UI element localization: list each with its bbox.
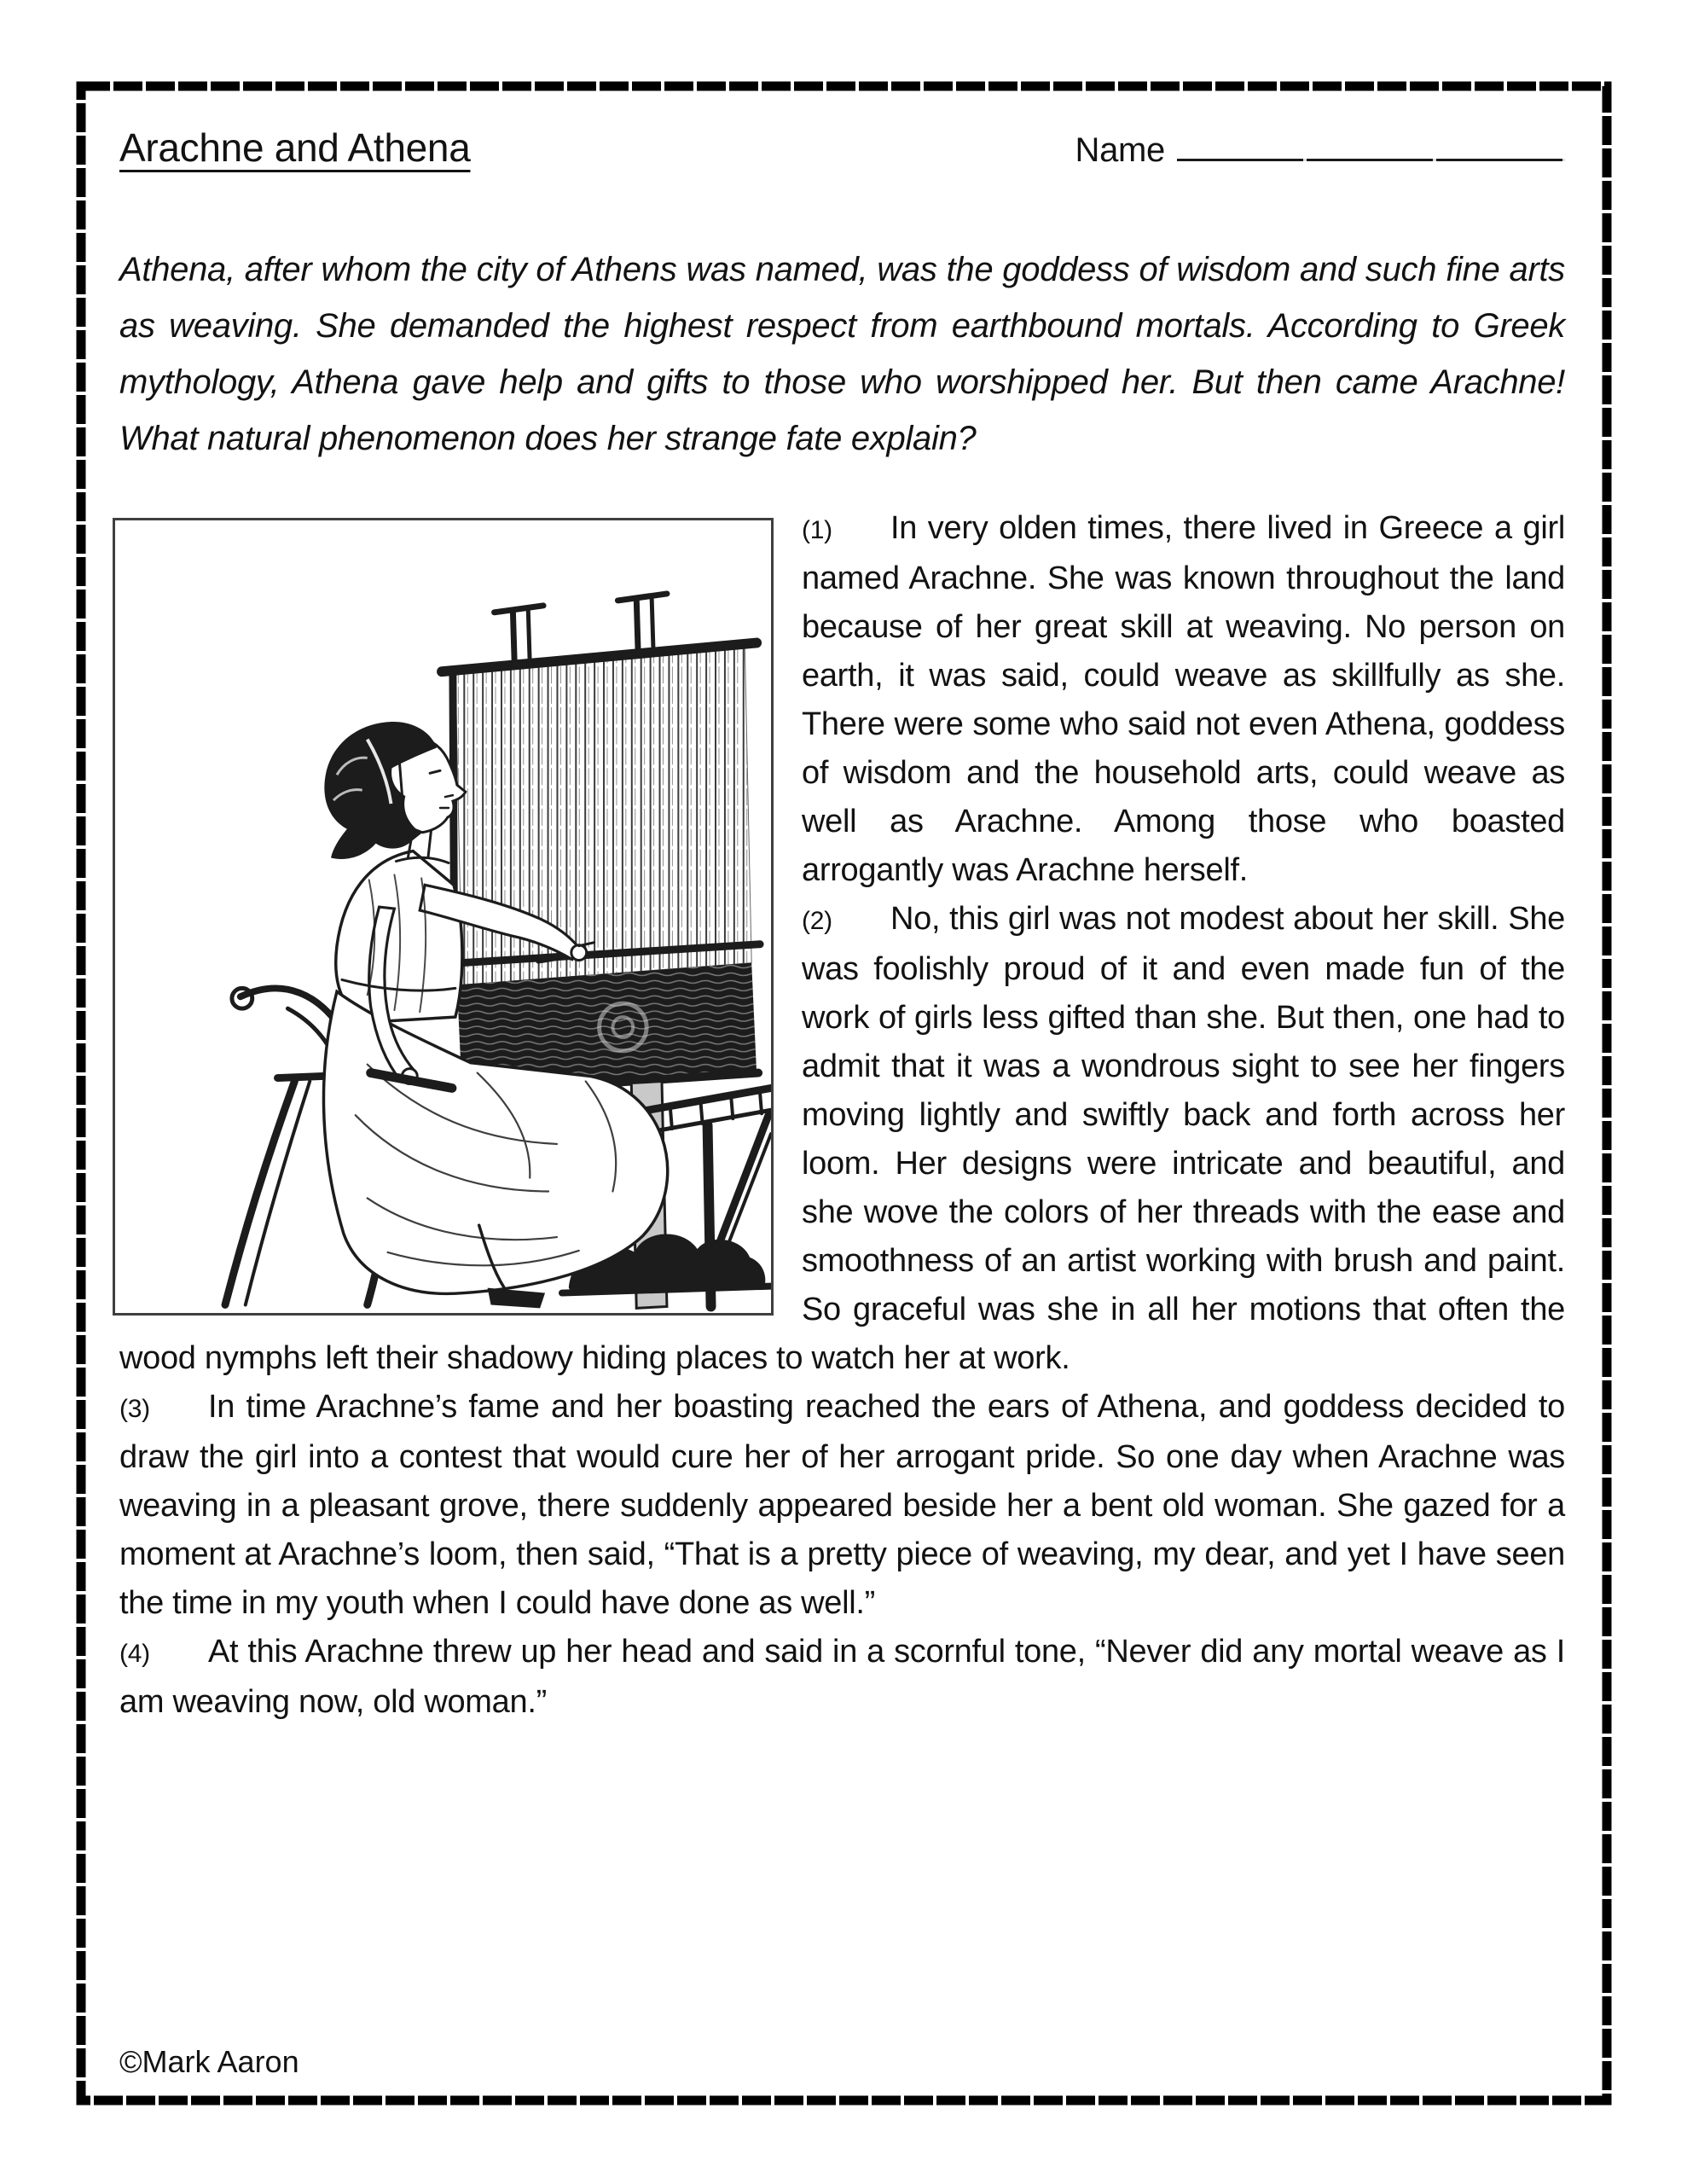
header-row [119,126,1565,170]
copyright-notice: ©Mark Aaron [119,2044,299,2079]
paragraph-4-text: At this Arachne threw up her head and said in a scornful tone, “Never did any mortal weave as I am weaving now, old woman.” [119,1634,1565,1720]
passage-body [119,504,1565,1727]
paragraph-1-text: In very olden times, there lived in Greece a girl named Arachne. She was known throughout the land because of her great skill at weaving. No person on earth, it was said, could weave as skillfully as she. There were some who said not even Athena, goddess of wisdom and the household arts, could weave as well as Arachne. Among those who boasted arrogantly was Arachne herself. [802,510,1565,888]
page-title: Arachne and Athena [119,125,471,170]
loom-illustration [113,518,774,1316]
paragraph-3 [119,1383,1565,1628]
intro-paragraph: Athena, after whom the city of Athens was named, was the goddess of wisdom and such fine arts as weaving. She demanded the highest respect from earthbound mortals. According to Greek mythology, Athena gave help and gifts to those who worshipped her. But then came Arachne! What natural phenomenon does her strange fate explain? [119,251,1565,457]
paragraph-2-text: No, this girl was not modest about her skill. She was foolishly proud of it and even made fun of the work of girls less gifted than she. But then, one had to admit that it was a wondrous sight to see her fingers moving lightly and swiftly back and forth across her loom. Her designs were intricate and beautiful, and she wove the colors of her threads with the ease and smoothness of an artist working with brush and paint. So graceful was she in all her motions that often the wood nymphs left their shadowy hiding places to watch her at work. [119,901,1565,1376]
name-label: Name [1075,131,1165,169]
paragraph-3-text: In time Arachne’s fame and her boasting reached the ears of Athena, and goddess decided to draw the girl into a contest that would cure her of her arrogant pride. So one day when Arachne was weaving in a pleasant grove, there suddenly appeared beside her a bent old woman. She gazed for a moment at Arachne’s loom, then said, “That is a pretty piece of weaving, my dear, and yet I have seen the time in my youth when I could have done as well.” [119,1389,1565,1621]
woman-weaving-drawing [115,520,771,1313]
name-blank-line [1177,132,1565,161]
paragraph-2-number: (2) [802,907,832,935]
paragraph-4-number: (4) [119,1640,150,1668]
name-field [1075,131,1566,170]
paragraph-1-number: (1) [802,516,832,544]
paragraph-3-number: (3) [119,1395,150,1423]
worksheet-content [119,85,1565,2100]
paragraph-4 [119,1628,1565,1727]
